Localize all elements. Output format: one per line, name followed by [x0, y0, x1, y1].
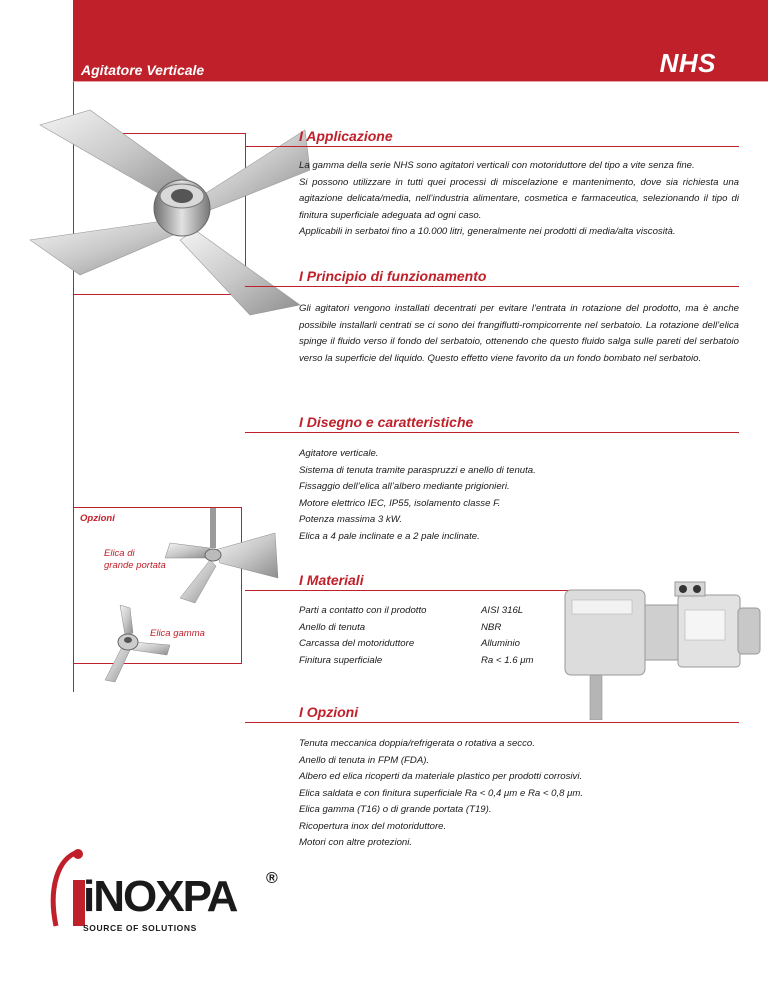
section-disegno: [299, 414, 739, 545]
table-row: Carcassa del motoriduttore Alluminio: [299, 638, 520, 649]
list-item: Anello di tenuta in FPM (FDA).: [299, 754, 430, 766]
list-item: Albero ed elica ricoperti da materiale plastico per prodotti corrosivi.: [299, 771, 583, 782]
list-item: Agitatore verticale.: [299, 448, 379, 459]
list-item: Sistema di tenuta tramite paraspruzzi e anello di tenuta.: [299, 464, 536, 476]
registered-mark: ®: [266, 870, 278, 887]
section-title: I Opzioni: [299, 704, 359, 720]
section-applicazione: [299, 128, 739, 241]
elica-grande-label-2: grande portata: [104, 560, 166, 571]
logo-tagline: SOURCE OF SOLUTIONS: [83, 923, 197, 933]
table-row: Anello di tenuta NBR: [299, 621, 502, 633]
materials-table: [299, 603, 533, 669]
list-item: Motori con altre protezioni.: [299, 837, 413, 848]
list-item: Elica saldata e con finitura superficiale Ra < 0,4 μm e Ra < 0,8 μm.: [299, 787, 584, 799]
list-item: Potenza massima 3 kW.: [299, 514, 403, 525]
section-title: I Materiali: [299, 572, 364, 588]
product-code: NHS: [659, 48, 716, 78]
section-title: I Applicazione: [299, 128, 393, 144]
document-title: Agitatore Verticale: [81, 62, 205, 78]
logo-brand: iNOXPA: [83, 872, 237, 921]
section-materiali: [299, 572, 579, 669]
paragraph: Gli agitatori vengono installati decentrati per evitare l’entrata in rotazione del prodotto, ma è anche possibile installarli centrati se ci sono dei frangiflutti-rompicorrente nel serbatoio. La rotazione dell’elica spinge il fluido verso il fondo del serbatoio, ottenendo che questo fluido salga sulle pareti del serbatoio verso la superficie del liquido. Questo effetto viene favorito da un fondo bombato nel serbatoio.: [299, 303, 739, 364]
table-row: Finitura superficiale Ra < 1.6 μm: [299, 654, 534, 666]
options-label: Opzioni: [80, 513, 115, 524]
elica-grande-portata-image: [160, 508, 280, 608]
section-principio: [299, 268, 739, 367]
list-item: Motore elettrico IEC, IP55, isolamento classe F.: [299, 497, 501, 509]
section-title: I Disegno e caratteristiche: [299, 414, 474, 430]
paragraph: La gamma della serie NHS sono agitatori verticali con motoriduttore del tipo a vite senza fine.: [299, 160, 695, 171]
header-banner: [73, 0, 768, 82]
elica-gamma-label: Elica gamma: [150, 628, 205, 639]
section-opzioni: [299, 704, 739, 852]
elica-grande-label-1: Elica di: [104, 548, 135, 559]
list-item: Ricopertura inox del motoriduttore.: [299, 820, 447, 832]
paragraph: Si possono utilizzare in tutti quei processi di miscelazione e mantenimento, dove sia richiesta una agitazione delicata/media, nell’industria alimentare, cosmetica e farmaceutica, selezionando il tipo di finitura superficiale adeguata ad ogni caso.: [299, 176, 739, 221]
section-title: I Principio di funzionamento: [299, 268, 487, 284]
paragraph: Applicabili in serbatoi fino a 10.000 litri, generalmente nei prodotti di media/alta viscosità.: [299, 226, 676, 237]
list-item: Elica gamma (T16) o di grande portata (T19).: [299, 804, 492, 815]
list-item: Fissaggio dell’elica all’albero mediante prigionieri.: [299, 481, 510, 492]
list-item: Elica a 4 pale inclinate e a 2 pale inclinate.: [299, 530, 480, 542]
motor-photo: [560, 580, 765, 720]
table-row: Parti a contatto con il prodotto AISI 316L: [299, 605, 524, 616]
list-item: Tenuta meccanica doppia/refrigerata o rotativa a secco.: [299, 738, 535, 749]
inoxpa-logo: [38, 848, 288, 938]
elica-gamma-image: [95, 600, 175, 685]
